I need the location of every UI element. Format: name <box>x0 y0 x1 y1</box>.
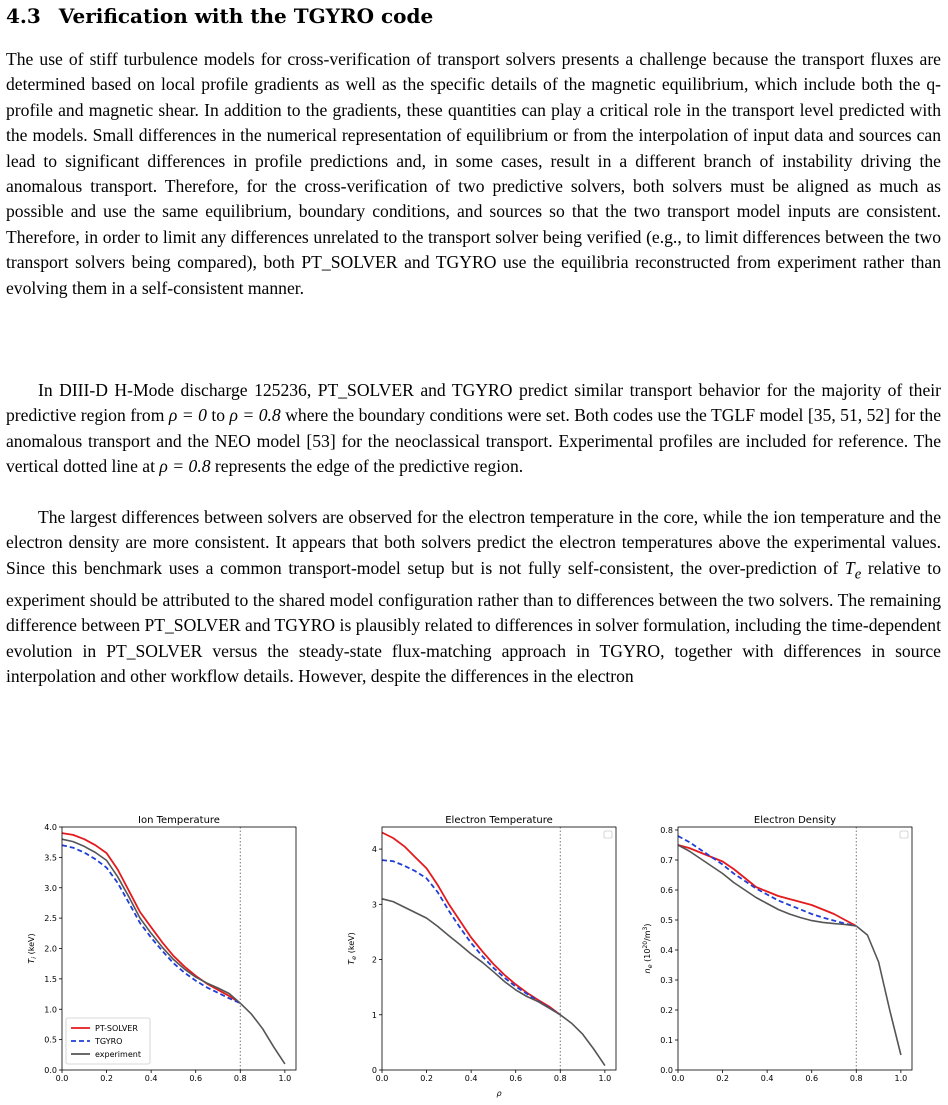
y-tick-label: 1.0 <box>44 1005 57 1015</box>
x-tick-label: 0.4 <box>144 1074 158 1083</box>
y-tick-label: 2.0 <box>44 944 57 954</box>
legend-label: PT-SOLVER <box>95 1024 138 1033</box>
x-tick-label: 0.8 <box>553 1074 567 1083</box>
electron-density-plot <box>622 812 917 1105</box>
paragraph-3 <box>6 505 941 689</box>
plot-frame <box>678 827 912 1070</box>
x-tick-label: 0.0 <box>671 1074 685 1083</box>
series-line-tgyro <box>62 845 240 1003</box>
y-tick-label: 2.5 <box>44 914 57 924</box>
series-line-pt-solver <box>62 833 240 1003</box>
paragraph-3-text: The largest differences between solvers are observed for the electron temperature in the core, while the ion temperature and the electron density are more consistent. It appears that both solvers predict the electron temperatures above the experimental values. Since this benchmark uses a common transport-model setup but is not fully self-consistent, the over-prediction of <box>6 507 941 578</box>
series-line-pt-solver <box>678 845 856 926</box>
plot-title: Electron Density <box>753 815 837 826</box>
x-tick-label: 0.4 <box>760 1074 774 1083</box>
y-tick-label: 0.2 <box>660 1006 673 1015</box>
paragraph-1: The use of stiff turbulence models for cross-verification of transport solvers presents a challenge because the transport fluxes are determined based on local profile gradients as well as the specific details of the magnetic equilibrium, which include both the q-profile and magnetic shear. In addition to the gradients, these quantities can play a critical role in the transport level predicted with the models. Small differences in the numerical representation of equilibrium or from the interpolation of input data and sources can lead to significant differences in profile predictions and, in some cases, result in a different branch of instability driving the anomalous transport. Therefore, for the cross-verification of two predictive solvers, both solvers must be aligned as much as possible and use the same equilibrium, boundary conditions, and sources so that the two transport model inputs are consistent. Therefore, in order to limit any differences unrelated to the transport solver being verified (e.g., to limit differences between the two transport solvers being compared), both PT_SOLVER and TGYRO use the equilibria reconstructed from experiment rather than evolving them in a self-consistent manner. <box>6 49 941 298</box>
y-axis-label: $T_i$ (keV) <box>27 933 38 964</box>
y-tick-label: 2 <box>371 955 377 965</box>
plot-title: Ion Temperature <box>138 815 220 826</box>
y-tick-label: 4 <box>371 845 377 855</box>
y-axis-label: $T_e$ (keV) <box>347 932 358 965</box>
series-line-pt-solver <box>382 833 560 1015</box>
y-tick-label: 0.0 <box>660 1066 673 1075</box>
legend-box-empty <box>900 831 908 838</box>
section-number: 4.3 <box>6 4 41 28</box>
electron-temperature-plot <box>326 812 621 1105</box>
inline-math-subscript: e <box>854 566 862 583</box>
legend-box-empty <box>604 831 612 838</box>
inline-math-te: $T_e$ <box>844 557 862 583</box>
y-tick-label: 0.5 <box>660 916 673 925</box>
x-tick-label: 0.0 <box>375 1074 389 1083</box>
x-tick-label: 0.2 <box>100 1074 113 1083</box>
y-tick-label: 0.0 <box>44 1066 57 1075</box>
x-tick-label: 0.8 <box>233 1074 247 1083</box>
section-title: Verification with the TGYRO code <box>58 4 434 28</box>
ion-temperature-plot <box>6 812 301 1105</box>
x-tick-label: 0.8 <box>849 1074 863 1083</box>
inline-math: ρ = 0.8 <box>159 456 211 477</box>
series-line-experiment <box>382 899 605 1066</box>
y-tick-label: 0.7 <box>660 856 673 865</box>
inline-math: ρ = 0.8 <box>229 405 281 426</box>
y-tick-label: 0 <box>371 1066 377 1075</box>
y-tick-label: 4.0 <box>44 823 57 832</box>
legend-label: TGYRO <box>95 1037 123 1046</box>
series-line-experiment <box>678 845 901 1055</box>
plot-title: Electron Temperature <box>445 815 553 826</box>
x-tick-label: 0.2 <box>420 1074 433 1083</box>
x-axis-label: ρ <box>496 1089 502 1098</box>
x-tick-label: 0.6 <box>509 1074 523 1083</box>
x-tick-label: 1.0 <box>598 1074 612 1083</box>
y-tick-label: 0.3 <box>660 976 673 985</box>
paragraph-2 <box>6 378 941 480</box>
y-tick-label: 3.0 <box>44 883 57 893</box>
paragraph-2-text: In DIII-D H-Mode discharge 125236, PT_SOLVER and TGYRO predict similar transport behavior for the majority of their predictive region from <box>6 380 941 426</box>
y-tick-label: 3.5 <box>44 853 57 863</box>
x-tick-label: 0.0 <box>55 1074 69 1083</box>
y-tick-label: 0.8 <box>660 826 673 835</box>
y-axis-label: $n_e$ $(10^{20}/m^3)$ <box>642 923 654 974</box>
y-tick-label: 0.6 <box>660 886 673 895</box>
legend-label: experiment <box>95 1050 141 1059</box>
y-tick-label: 0.1 <box>660 1036 673 1045</box>
y-tick-label: 1 <box>371 1010 377 1020</box>
x-tick-label: 0.2 <box>716 1074 729 1083</box>
x-tick-label: 1.0 <box>894 1074 908 1083</box>
paragraph-2-text: where the boundary conditions were set. Both codes use the TGLF model [35, 51, 52] for the anomalous transport and the NEO model [53] for the neoclassical transport. Experimental profiles are included for reference. The vertical dotted line at <box>6 405 942 477</box>
paragraph-2-text: represents the edge of the predictive region. <box>210 456 524 477</box>
section-heading <box>6 4 433 28</box>
y-tick-label: 0.4 <box>660 946 673 955</box>
x-tick-label: 0.6 <box>805 1074 819 1083</box>
y-tick-label: 1.5 <box>44 974 57 984</box>
paragraph-3-text: relative to experiment should be attributed to the shared model configuration rather than to differences between the two solvers. The remaining difference between PT_SOLVER and TGYRO is plausibly related to differences in solver formulation, including the time-dependent evolution in PT_SOLVER versus the steady-state flux-matching approach in TGYRO, together with differences in source interpolation and other workflow details. However, despite the differences in the electron <box>6 557 941 686</box>
x-tick-label: 0.4 <box>464 1074 478 1083</box>
y-tick-label: 3 <box>371 900 377 910</box>
x-tick-label: 0.6 <box>189 1074 203 1083</box>
paragraph-2-text: to <box>206 405 230 426</box>
x-tick-label: 1.0 <box>278 1074 292 1083</box>
y-tick-label: 0.5 <box>44 1035 57 1045</box>
inline-math: ρ = 0 <box>168 405 207 426</box>
